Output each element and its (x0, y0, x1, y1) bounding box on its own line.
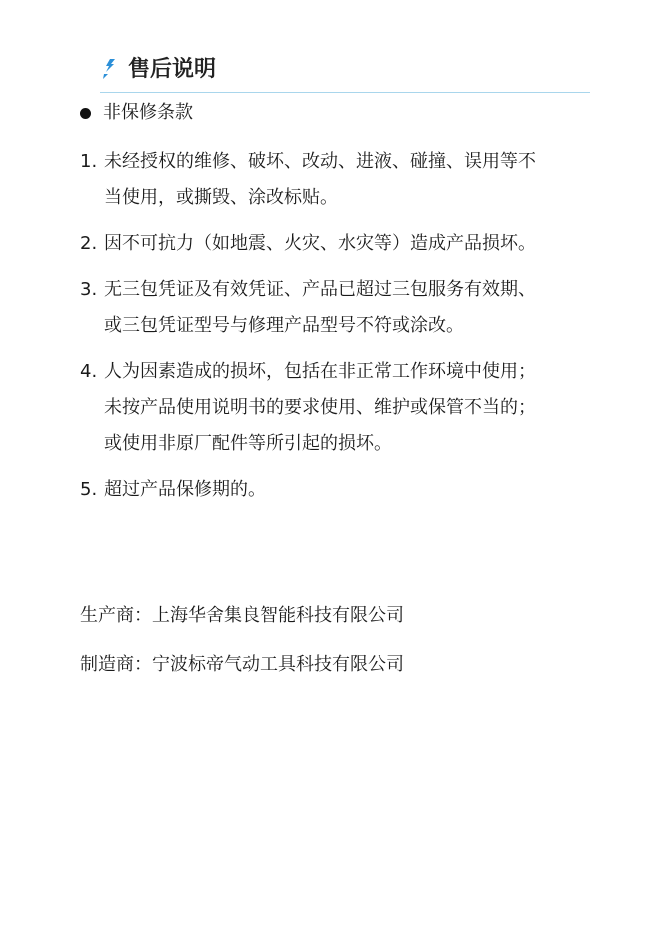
producer-info: 生产商：上海华舍集良智能科技有限公司 (80, 605, 404, 626)
terms-list (80, 144, 595, 518)
term-line: 无三包凭证及有效凭证、产品已超过三包服务有效期、 (104, 279, 536, 300)
term-line: 未按产品使用说明书的要求使用、维护或保管不当的； (104, 397, 536, 418)
term-line: 或三包凭证型号与修理产品型号不符或涂改。 (104, 315, 464, 336)
term-line: 人为因素造成的损坏，包括在非正常工作环境中使用； (104, 361, 536, 382)
term-number: 5. (80, 479, 98, 500)
term-line: 未经授权的维修、破坏、改动、进液、碰撞、误用等不 (104, 151, 536, 172)
term-line: 或使用非原厂配件等所引起的损坏。 (104, 433, 392, 454)
term-line: 因不可抗力（如地震、火灾、水灾等）造成产品损坏。 (104, 233, 536, 254)
term-line: 超过产品保修期的。 (104, 479, 266, 500)
section-header (100, 52, 590, 93)
section-heading (80, 99, 193, 127)
term-item (80, 272, 595, 344)
term-line: 当使用，或撕毁、涂改标贴。 (104, 187, 338, 208)
term-item (80, 354, 595, 462)
section-heading-label: 非保修条款 (103, 102, 193, 123)
term-number: 1. (80, 151, 98, 172)
term-number: 4. (80, 361, 98, 382)
term-item (80, 144, 595, 216)
term-item (80, 472, 595, 508)
term-item (80, 226, 595, 262)
lightning-bolt-icon (102, 58, 122, 80)
term-number: 2. (80, 233, 98, 254)
manufacturer-info: 制造商：宁波标帝气动工具科技有限公司 (80, 654, 404, 675)
bullet-dot-icon (80, 108, 91, 119)
page-title: 售后说明 (128, 57, 217, 82)
term-number: 3. (80, 279, 98, 300)
